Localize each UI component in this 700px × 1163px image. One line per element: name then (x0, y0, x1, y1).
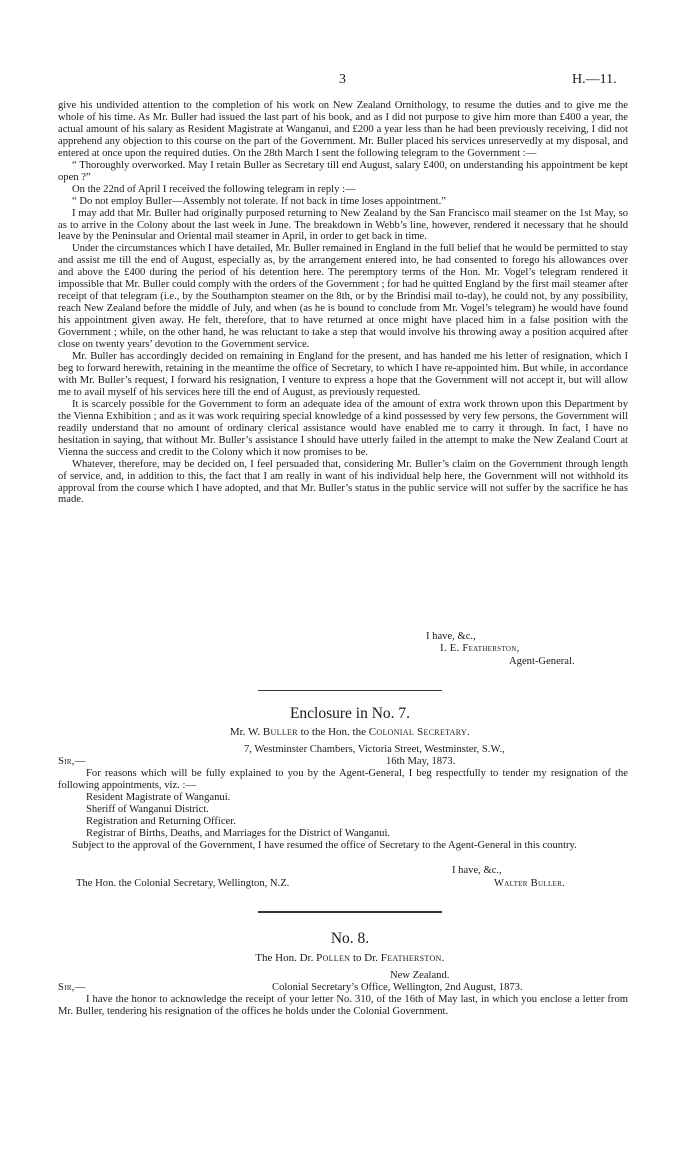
document-code: H.—11. (572, 72, 617, 87)
addressee: The Hon. the Colonial Secretary, Wellington, N.Z. (76, 878, 290, 889)
subtitle-to: Featherston. (380, 952, 445, 964)
paragraph: It is scarcely possible for the Government to form an adequate idea of the amount of extra work thrown upon this Department by the Vienna Exhibition ; and as it was work requiring special knowledge of a kind possessed by very few persons, the Government will readily understand that no amount of ordinary clerical assistance would have enabled me to carry it through. In fact, I have no hesitation in saying, that without Mr. Buller’s assistance I should have utterly failed in the attempt to make the New Zealand Court at Vienna the success and credit to the Colony which it now promises to be. (58, 398, 628, 458)
paragraph: On the 22nd of April I received the following telegram in reply :— (72, 183, 356, 195)
appointment-item: Registration and Returning Officer. (86, 815, 236, 827)
subtitle-to: Colonial Secretary. (368, 726, 471, 738)
paragraph: I may add that Mr. Buller had originally purposed returning to New Zealand by the San Francisco mail steamer on the 1st May, so as to arrive in the Colony about the last week in June. The breakdown in Webb’s line, however, rendered it necessary that he should leave by the Peninsular and Oriental mail steamer in April, in order to get back in time. (58, 207, 628, 243)
section-title: No. 8. (330, 930, 370, 947)
appointment-item: Registrar of Births, Deaths, and Marriages for the District of Wanganui. (86, 827, 391, 839)
page-number: 3 (339, 72, 346, 87)
address-date: Colonial Secretary’s Office, Wellington, 2nd August, 1873. (272, 982, 523, 993)
enclosure-body (58, 768, 628, 852)
signatory: Walter Buller. (494, 878, 566, 889)
subtitle-from: Pollen (316, 952, 351, 964)
sender-address: 7, Westminster Chambers, Victoria Street, Westminster, S.W., (244, 744, 505, 755)
closing: I have, &c., (426, 631, 476, 642)
subtitle-from: Buller (262, 726, 298, 738)
salutation: Sir,— (58, 982, 86, 993)
paragraph: Under the circumstances which I have detailed, Mr. Buller remained in England in the full belief that he would be permitted to stay and assist me till the end of August, especially as, by the arrangement entered into, he had consented to forego his allowances over and above the £400 during the period of his detention here. The peremptory terms of the Hon. Mr. Vogel’s telegram rendered it impossible that Mr. Buller could comply with the orders of the Government ; for had he quitted England by the first mail steamer after receipt of that telegram (i.e., by the Southampton steamer on the 8th, or by the Brindisi mail to-day), he could not, by any possibility, reach New Zealand before the middle of July, and when (as he is bound to conclude from Mr. Vogel’s telegram) he would have found his appointment given away. He felt, therefore, that to have returned at once might have placed him in a false position with the Government ; while, on the other hand, he was reluctant to take a step that would involve his throwing away a position acquired after close on twenty years’ devotion to the Government service. (58, 243, 629, 351)
subtitle-mid: to the Hon. the (300, 726, 366, 738)
closing: I have, &c., (452, 865, 502, 876)
subtitle-mid: to Dr. (352, 952, 379, 964)
subtitle-prefix: Mr. W. (229, 726, 261, 738)
enclosure-title: Enclosure in No. 7. (289, 705, 411, 722)
paragraph: Whatever, therefore, may be decided on, I feel persuaded that, considering Mr. Buller’s claim on the Government through length of service, and, in addition to this, the fact that I am really in want of his individual help here, the Government will not withhold its approval from the course which I have adopted, and that Mr. Buller’s status in the public service will not suffer by the sacrifice he has made. (58, 458, 628, 506)
quoted-telegram: “ Thoroughly overworked. May I retain Buller as Secretary till end August, salary £400, on understanding his appointment be kept open ?” (58, 159, 628, 183)
paragraph: I have the honor to acknowledge the receipt of your letter No. 310, of the 16th of May last, in which you enclose a letter from Mr. Buller, tendering his resignation of the offices he holds under the Colonial Government. (58, 994, 628, 1017)
appointment-item: Resident Magistrate of Wanganui. (86, 791, 231, 803)
salutation: Sir,— (58, 756, 86, 767)
signatory: I. E. Featherston, (440, 643, 520, 654)
subtitle-prefix: The Hon. Dr. (255, 952, 314, 964)
signatory-title: Agent-General. (509, 656, 575, 667)
no8-body (58, 994, 628, 1018)
enclosure-subtitle (0, 726, 700, 738)
section-subtitle (0, 952, 700, 964)
paragraph: Subject to the approval of the Government, I have resumed the office of Secretary to the Agent-General in this country. (72, 839, 577, 851)
letter-date: 16th May, 1873. (386, 756, 456, 767)
quoted-telegram: “ Do not employ Buller—Assembly not tolerate. If not back in time loses appointment.” (72, 195, 446, 207)
paragraph: give his undivided attention to the completion of his work on New Zealand Ornithology, to resume the duties and to give me the whole of his time. As Mr. Buller had issued the last part of his book, and as I did not purpose to give him more than £400 a year, the actual amount of his salary as Resident Magistrate at Wanganui, and £200 a year less than he had been previously receiving, I did not apprehend any objection to this course on the part of the Government. Mr. Buller placed his services unreservedly at my disposal, and entered at once upon the required duties. On the 28th March I sent the following telegram to the Government :— (58, 100, 628, 159)
appointment-item: Sheriff of Wanganui District. (86, 803, 209, 815)
letter-body (58, 100, 628, 506)
paragraph: For reasons which will be fully explained to you by the Agent-General, I beg respectfully to tender my resignation of the following appointments, viz. :— (58, 768, 628, 791)
paragraph: Mr. Buller has accordingly decided on remaining in England for the present, and has handed me his letter of resignation, which I beg to forward herewith, retaining in the meantime the office of Secretary, to which I have re-appointed him. But while, in accordance with Mr. Buller’s request, I forward his resignation, I venture to express a hope that the Government will not accept it, but will allow me to avail myself of his services here till the end of August, as previously requested. (58, 351, 628, 398)
divider (258, 690, 442, 691)
place: New Zealand. (390, 970, 450, 981)
divider (258, 911, 442, 913)
